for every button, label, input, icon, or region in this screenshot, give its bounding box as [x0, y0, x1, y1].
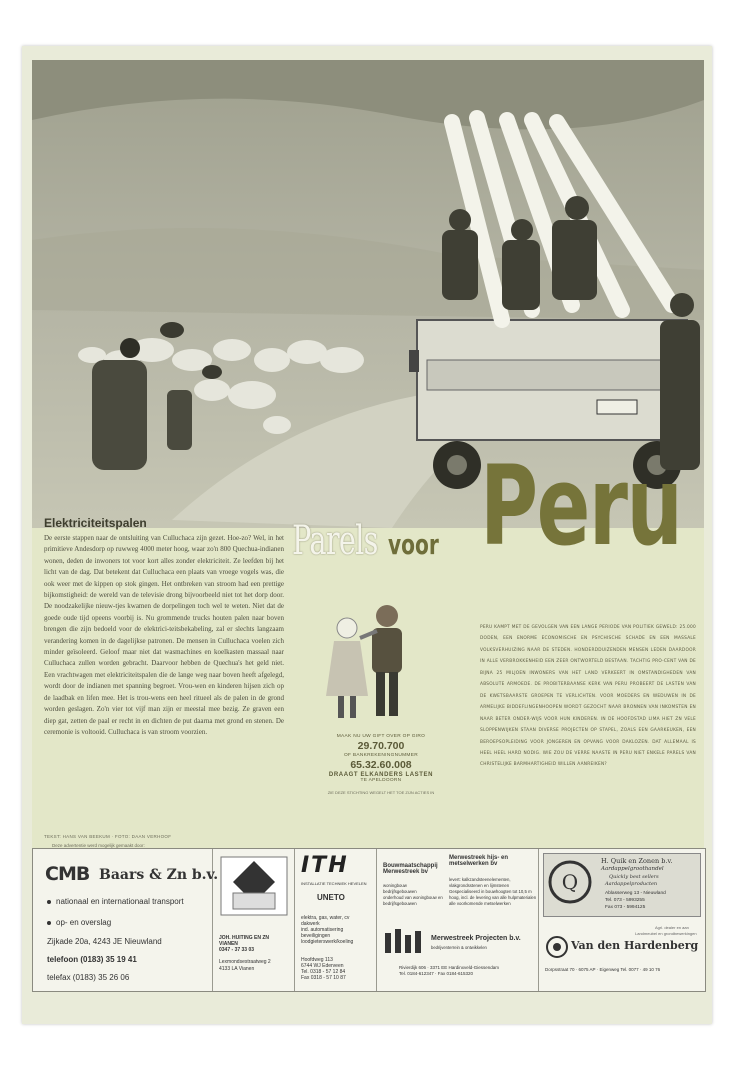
ith-logo: ITH: [301, 853, 349, 878]
ad-merwestreek: [377, 849, 539, 991]
donation-line1: MAAK NU UW GIFT OVER OP GIRO: [336, 734, 426, 739]
hardenberg-address: Dorpsstraat 70 · 6075 AP · Eigenweg Tel. 0077 · 49 10 76: [545, 967, 661, 972]
merwestreek-logo-icon: [383, 927, 425, 955]
ith-item-3: ind. automatisering: [301, 927, 344, 933]
bullet-icon: [47, 921, 51, 925]
baars-fax: telefax (0183) 35 26 06: [47, 973, 130, 982]
bullet-icon: [47, 900, 51, 904]
quik-address: Ablasserweg 13 - Nieuwland: [605, 891, 666, 896]
uneto-logo: UNETO: [317, 893, 345, 902]
ith-item-4: beveiligingen: [301, 933, 331, 939]
merwestreek-col1-items: woningbouw bedrijfsgebouwen onderhoud van woningbouw en bedrijfsgebouwen: [383, 883, 443, 906]
article-title: Elektriciteitspalen: [44, 516, 147, 530]
quik-line3: Aardappelproducten: [605, 881, 658, 887]
huiting-phone: 0347 - 37 33 03: [219, 947, 255, 953]
hardenberg-name: Van den Hardenberg: [571, 939, 699, 952]
baars-address: Zijkade 20a, 4243 JE Nieuwland: [47, 937, 162, 946]
merwestreek-col1-title: Bouwmaatschappij Merwestreek bv: [383, 863, 438, 875]
bank-number: 65.32.60.008: [350, 759, 412, 771]
baars-phone: telefoon (0183) 35 19 41: [47, 955, 137, 964]
donation-line2: OF BANKREKENINGNUMMER: [344, 753, 418, 758]
ith-item-5: loodgieterswerk/koeling: [301, 939, 354, 945]
quik-tel: Tel. 073 - 5993255: [605, 898, 645, 903]
ith-tel: Tel. 0318 - 57 12 84: [301, 969, 346, 975]
hardenberg-tag2: Landmeubel en grondbewerkingen: [635, 931, 697, 936]
huiting-street: Lexmondsestraatweg 2: [219, 959, 271, 965]
quik-logo-icon: [547, 857, 593, 911]
huiting-logo-icon: [219, 855, 289, 917]
foundation-place: TE APELDOORN: [360, 778, 402, 783]
headline-voor: voor: [388, 528, 439, 561]
merwestreek-col2-items: levert: kalkzandsteenelementen, vlakgrondsstenen en lijmstenen Gespecialiseerd in bouwhoogten tot 10,5 m hoog, incl. de levering van alle hulpmaterialen alle voorkomende metselwerken: [449, 877, 537, 906]
ad-ith: [295, 849, 377, 991]
ad-baars: [33, 849, 219, 991]
quik-name: H. Quik en Zonen b.v.: [601, 857, 673, 865]
ad-quik-hardenberg: [539, 849, 705, 991]
ad-huiting: [213, 849, 295, 991]
ith-zip: 6744 WJ Ederveen: [301, 963, 344, 969]
svg-text:Q: Q: [561, 870, 579, 894]
hardenberg-tag1: Agrl. dealer en aan: [655, 925, 689, 930]
headline-peru: Peru: [480, 442, 682, 570]
sponsor-ads: [32, 848, 706, 992]
merwestreek-address: Rivierdijk 606 · 3371 EE Hardinxveld-Giessendam: [399, 965, 500, 970]
merwestreek-phone: Tel. 0184-612347 · Fax 0184-615320: [399, 971, 474, 976]
foundation-name: DRAAGT ELKANDERS LASTEN: [328, 772, 434, 778]
huiting-name: JOH. HUITING EN ZN: [219, 935, 270, 941]
children-photo: [312, 586, 422, 726]
headline-parels: Parels: [292, 518, 378, 564]
baars-item-1: nationaal en internationaal transport: [47, 897, 184, 907]
huiting-zip: 4133 LA Vianen: [219, 966, 255, 972]
ith-subtitle: INSTALLATIE TECHNIEK HEVELEN: [301, 881, 367, 886]
baars-name: Baars & Zn b.v.: [99, 867, 219, 883]
ith-item-2: dakwerk: [301, 921, 320, 927]
merwestreek-projects-sub: bedrijventerrein & ontwikkelen: [431, 945, 487, 950]
article: [44, 516, 284, 738]
giro-number: 29.70.700: [357, 740, 405, 752]
quik-fax: Fax 073 - 5994125: [605, 905, 646, 910]
donation-box: [302, 734, 460, 795]
baars-logo: CMB: [45, 863, 90, 885]
photo-credit: TEKST: HANS VAN BEEKUM · FOTO: DAAN VERHOOF: [44, 834, 172, 839]
article-body: De eerste stappen naar de ontsluiting van Culluchaca zijn gezet. Hoe-zo? Wel, in het primitieve Andesdorp op ruwweg 4000 meter hoog, waar zo'n 800 Quechua-indianen wonen, deden de inwoners tot voor kort alles zonder elektriciteit. Ze leefden bij het licht van de dag. Dat betekent dat Culluchaca een plaats van vroege vogels was, die ook weer met de kippen op stok gingen. Het ontbreken van stroom had een prettige bijkomstigheid: de wereld van de televisie drong bijvoorbeeld niet tot het dorp door. De noodzakelijke nieuw-tjes kwamen de dorpelingen toch wel te weten. Niet dat de goede oude tijd opeens voorbij is. Nu grommende trucks houten palen naar boven brengen die zijn bedoeld voor de elektrici-teitsbekabeling, zal er slechts langzaam verandering komen in de dagelijkse patronen. De mensen in Culluchaca voelen zich minder geïsoleerd. Geloof maar niet dat wasmachines en koelkasten massaal naar Culluchaca zullen worden gebracht. Daarvoor hebben de Quechua's het geld niet. Een vrachtwagen met elektriciteitspalen die de lange weg naar boven heeft afgelegd, wordt door de indianen met spanning begroet. Vrou-wen en kinderen hijsen zich op de laadbak en lifen mee. Het is trou-wens een heel ritueel als de palen in de grond worden geslagen. Zo'n vier tot vijf man zijn er meestal mee bezig. Ze graven een diep gat, zetten de paal er recht in en dichten de put daarna met grond en stenen. De ceremonie is voltooid. Culluchaca is van stroom voorzien.: [44, 534, 284, 736]
ith-street: Hoofdweg 113: [301, 957, 333, 963]
hardenberg-logo-icon: [545, 935, 569, 959]
ith-item-1: elektra, gas, water, cv: [301, 915, 350, 921]
ad-sponsor-note: Deze advertentie werd mogelijk gemaakt door:: [52, 843, 145, 848]
donation-footnote: ZIE DEZE STICHTING WEGELT HET TOE ZIJN ACTIES IN: [327, 790, 435, 795]
huiting-city: VIANEN: [219, 941, 238, 947]
baars-item-2: op- en overslag: [47, 918, 111, 928]
appeal-text: PERU KAMPT MET DE GEVOLGEN VAN EEN LANGE PERIODE VAN POLITIEK GEWELD: 25.000 DODEN, EEN ENORME ECONOMISCHE EN PSYCHISCHE SCHADE EN EEN MASSALE VOLKSVERHUIZING NAAR DE STEDEN. HONDERDDUIZENDEN MENSEN LEDEN DAARDOOR IN ALLE VERBROKKENHEID EEN ZEER ONTWORTELD BESTAAN. TACHTIG PRO-CENT VAN DE BIJNA 25 MILJOEN INWONERS VAN HET LAND VERKEERT IN OMSTANDIGHEDEN VAN ABSOLUTE ARMOEDE. DE PROBITERBAANSE KERK VAN PERU PROBEERT DE LASTEN VAN DE KWETSBAARSTE GROEPEN TE VERLICHTEN. VOOR MOEDERS EN WEDUWEN IN DE ARMELIJKE BIDDEFLINGENHOOPEN WORDT GEZOCHT NAAR BRONNEN VAN INKOMSTEN EN NAAR BETER ONDER-WIJS VOOR HUN KINDEREN. IN DE HOOFDSTAD LIMA HIET ZN VELE SLOPPENWIJKEN STAAN DIVERSE PROJECTEN OP STAPEL, ZOALS EEN GAARKEUKEN, EEN BEROEPSOPLEIDING VOOR JONGEREN EN OPVANG VOOR DAKLOZEN. DAT ALLEMAAL IS HEEL HEEL HARD NODIG. WIE ZOU DE VERRE NAASTE IN PERU NIET ENKELE PARELS VAN CHRISTELIJKE BARMHARTIGHEID WILLEN AANREIKEN?: [480, 625, 696, 768]
ith-fax: Fax 0318 - 57 10 87: [301, 975, 346, 981]
quik-line1: Aardappelgroothandel: [601, 866, 664, 872]
quik-line2: Quickly best sellers: [609, 874, 659, 880]
merwestreek-projects: Merwestreek Projecten b.v.: [431, 935, 521, 942]
merwestreek-col2-title: Merwestreek hijs- en metselwerken bv: [449, 855, 509, 867]
newspaper-page: [22, 46, 712, 1024]
